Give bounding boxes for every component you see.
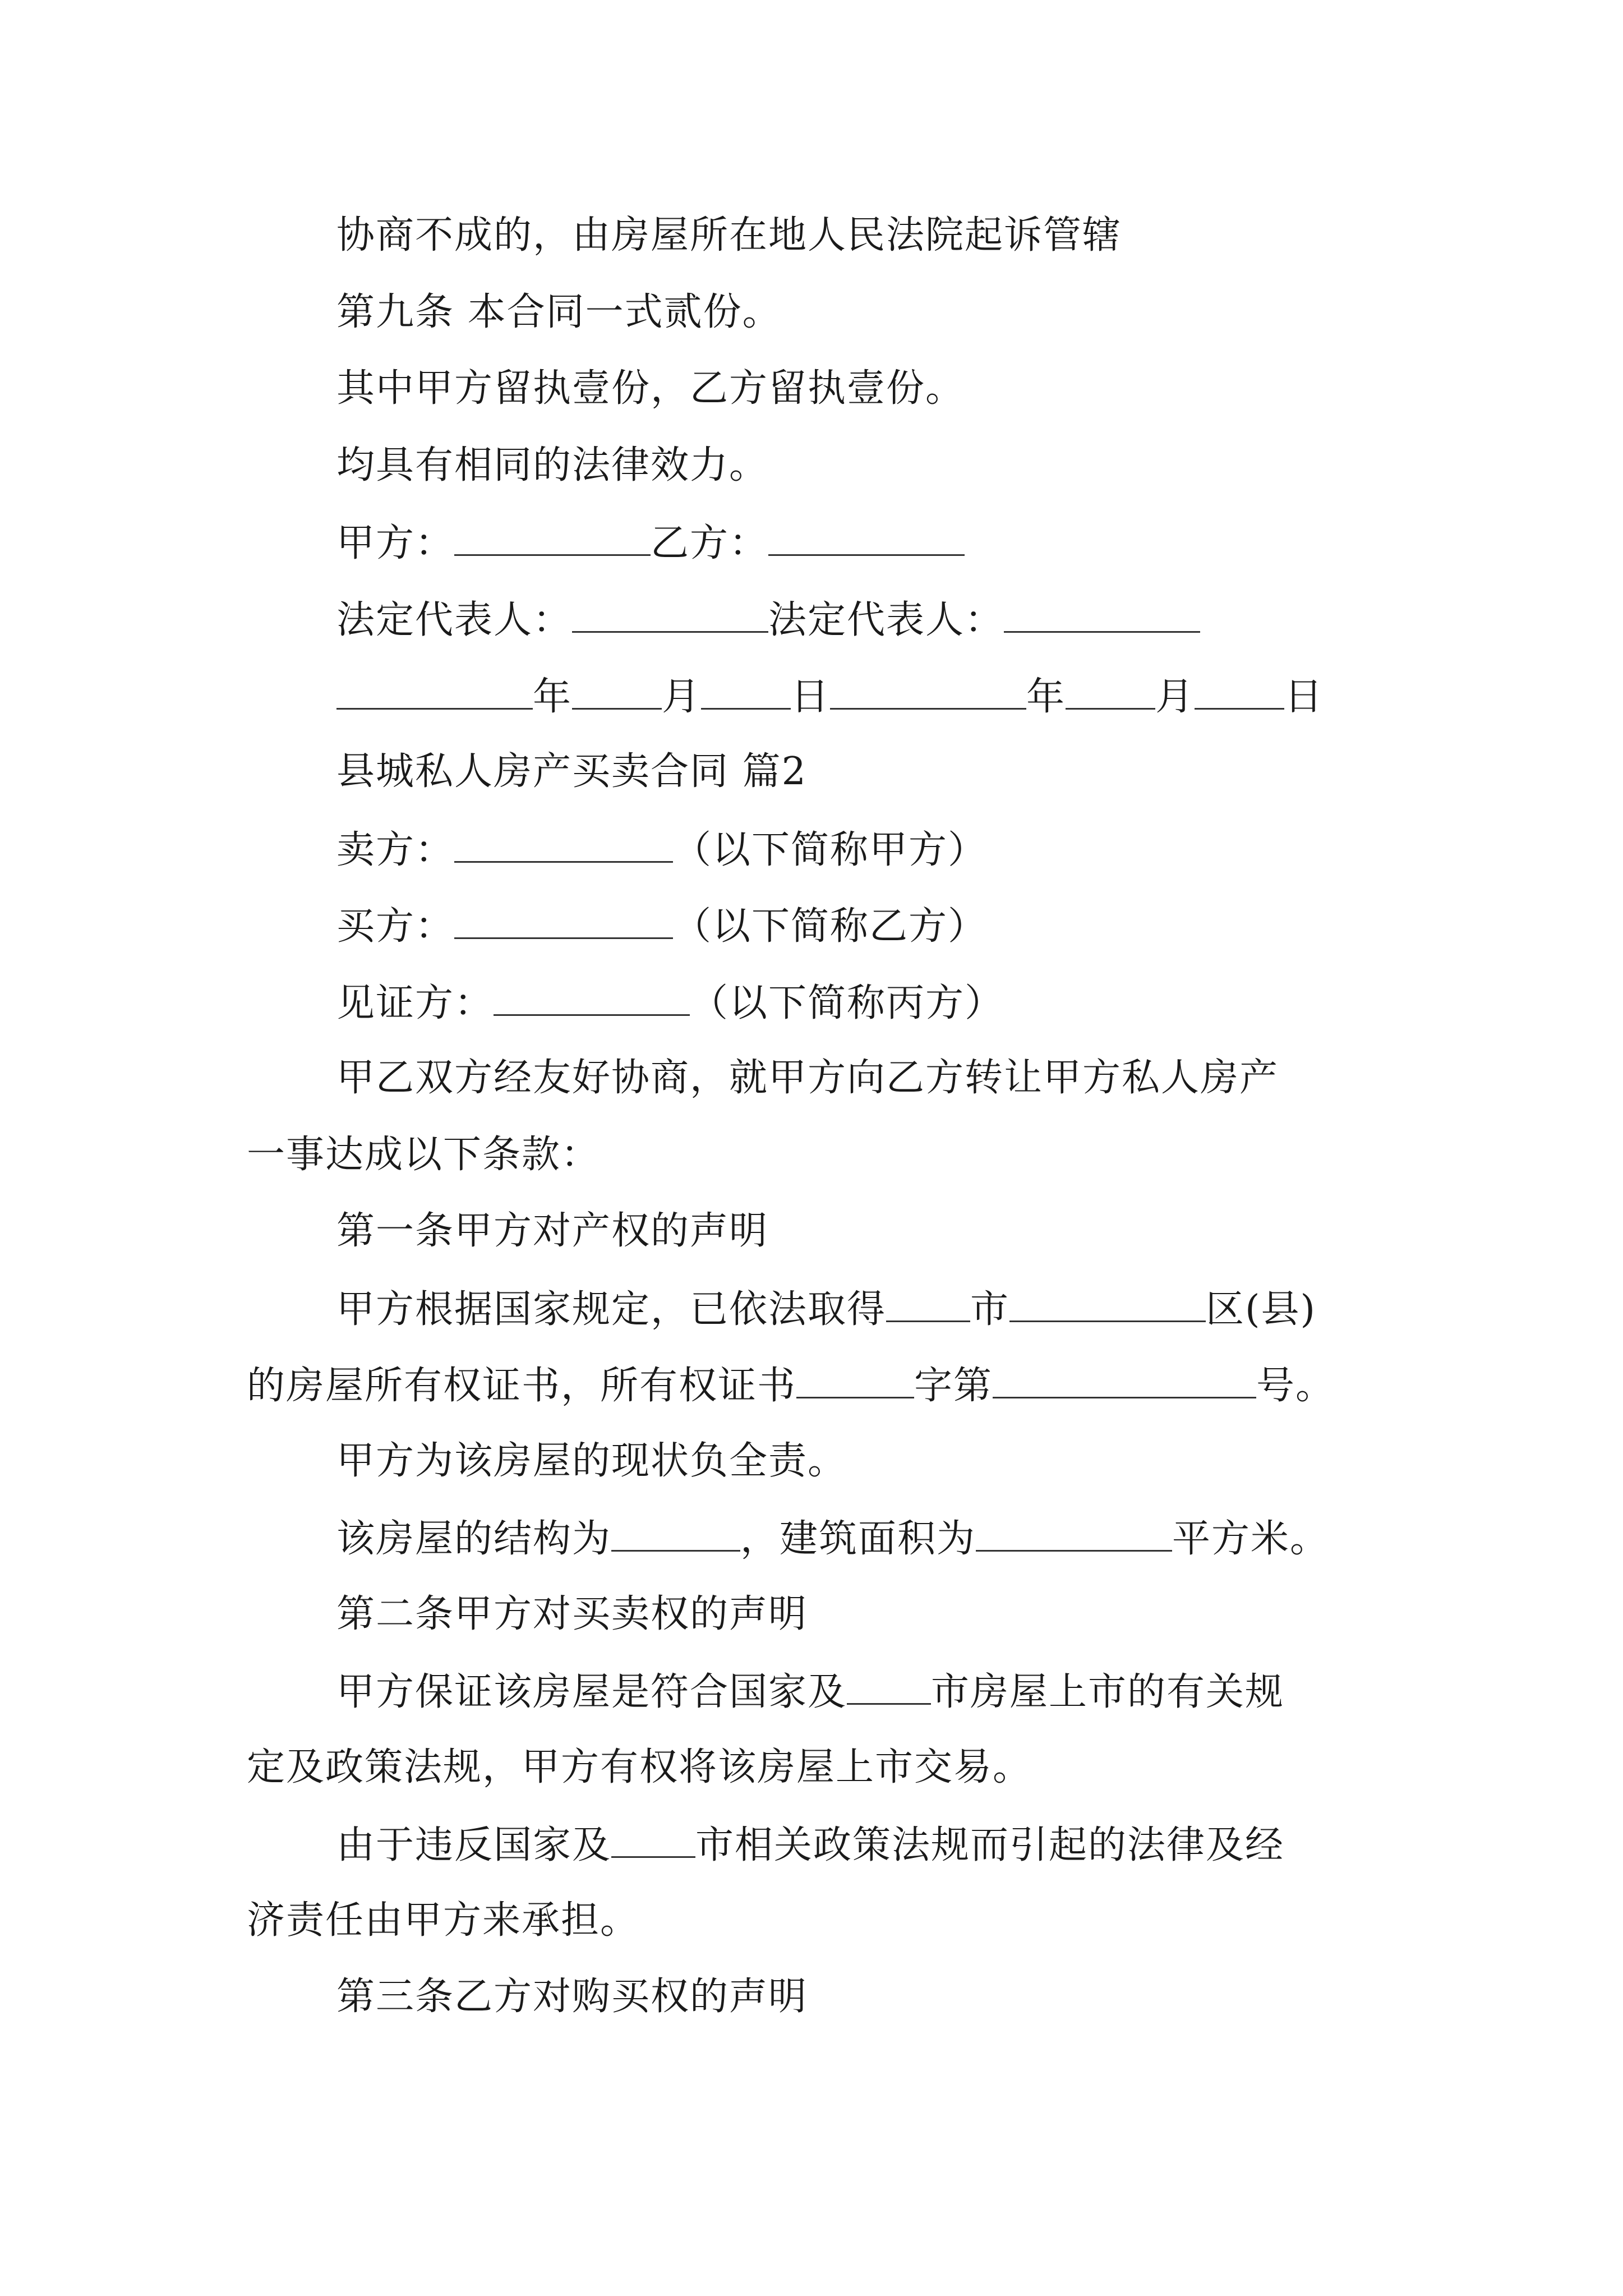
text-fragment: 号。 bbox=[1256, 1364, 1335, 1408]
area-blank bbox=[976, 1515, 1172, 1552]
text-fragment: 甲方保证该房屋是符合国家及 bbox=[336, 1670, 847, 1714]
text-fragment: 市 bbox=[970, 1287, 1010, 1332]
month-label: 月 bbox=[662, 675, 702, 719]
section-title: 县城私人房产买卖合同 篇2 bbox=[336, 749, 807, 794]
text-fragment: 的房屋所有权证书，所有权证书 bbox=[247, 1364, 797, 1408]
text-fragment: 由于违反国家及 bbox=[336, 1823, 612, 1867]
buyer-note: （以下简称乙方） bbox=[673, 904, 988, 949]
witness-note: （以下简称丙方） bbox=[690, 981, 1004, 1025]
clause1-line4 bbox=[336, 1515, 1329, 1560]
day-b-blank bbox=[1195, 673, 1284, 710]
text-line: 甲方为该房屋的现状负全责。 bbox=[336, 1439, 847, 1483]
text-fragment: 市房屋上市的有关规 bbox=[931, 1670, 1285, 1714]
day-label: 日 bbox=[1284, 675, 1324, 719]
witness-label: 见证方： bbox=[336, 981, 494, 1025]
month-label: 月 bbox=[1155, 675, 1195, 719]
text-fragment: 字第 bbox=[914, 1364, 993, 1408]
text-fragment: 甲方根据国家规定，已依法取得 bbox=[336, 1287, 887, 1332]
party-a-blank bbox=[454, 519, 651, 556]
text-line: 定及政策法规，甲方有权将该房屋上市交易。 bbox=[247, 1745, 1032, 1789]
text-line: 济责任由甲方来承担。 bbox=[247, 1898, 640, 1943]
text-fragment: 该房屋的结构为 bbox=[336, 1517, 612, 1561]
article-1-heading: 第一条甲方对产权的声明 bbox=[336, 1209, 769, 1253]
clause1-line2 bbox=[247, 1362, 1335, 1407]
buyer-line bbox=[336, 903, 987, 947]
buyer-blank bbox=[454, 903, 673, 939]
text-fragment: 平方米。 bbox=[1172, 1517, 1330, 1561]
city-blank bbox=[886, 1286, 970, 1322]
text-line: 一事达成以下条款： bbox=[247, 1133, 601, 1177]
cert-number-blank bbox=[993, 1362, 1256, 1398]
year-label: 年 bbox=[1026, 675, 1066, 719]
article-2-heading: 第二条甲方对买卖权的声明 bbox=[336, 1592, 808, 1636]
signature-rep-line bbox=[336, 596, 1200, 641]
witness-blank bbox=[494, 979, 690, 1016]
district-blank bbox=[1009, 1286, 1206, 1322]
text-line: 其中甲方留执壹份，乙方留执壹份。 bbox=[336, 366, 965, 411]
cert-word-blank bbox=[796, 1362, 914, 1398]
year-label: 年 bbox=[533, 675, 573, 719]
clause1-line1 bbox=[336, 1286, 1316, 1331]
city-blank bbox=[611, 1821, 695, 1858]
party-a-label: 甲方： bbox=[336, 521, 455, 565]
day-label: 日 bbox=[791, 675, 831, 719]
signature-date-line bbox=[336, 673, 1324, 718]
clause2-line3 bbox=[336, 1821, 1284, 1866]
text-line: 甲乙双方经友好协商，就甲方向乙方转让甲方私人房产 bbox=[336, 1056, 1279, 1100]
rep-b-label: 法定代表人： bbox=[768, 598, 1004, 642]
text-fragment: ，建筑面积为 bbox=[740, 1517, 976, 1561]
article-9-heading: 第九条 本合同一式贰份。 bbox=[336, 290, 782, 334]
structure-blank bbox=[611, 1515, 740, 1552]
city-blank bbox=[847, 1668, 931, 1705]
rep-b-blank bbox=[1004, 596, 1200, 633]
year-b-blank bbox=[830, 673, 1026, 710]
month-b-blank bbox=[1066, 673, 1155, 710]
seller-line bbox=[336, 826, 987, 871]
text-line: 协商不成的，由房屋所在地人民法院起诉管辖 bbox=[336, 213, 1122, 257]
seller-label: 卖方： bbox=[336, 828, 455, 872]
year-a-blank bbox=[336, 673, 533, 710]
buyer-label: 买方： bbox=[336, 904, 455, 949]
text-fragment: 市相关政策法规而引起的法律及经 bbox=[695, 1823, 1285, 1867]
signature-party-line bbox=[336, 519, 965, 564]
month-a-blank bbox=[572, 673, 662, 710]
seller-blank bbox=[454, 826, 673, 863]
party-b-label: 乙方： bbox=[651, 521, 769, 565]
day-a-blank bbox=[701, 673, 791, 710]
rep-a-blank bbox=[572, 596, 768, 633]
text-fragment: 区(县) bbox=[1206, 1287, 1317, 1332]
party-b-blank bbox=[768, 519, 965, 556]
rep-a-label: 法定代表人： bbox=[336, 598, 573, 642]
seller-note: （以下简称甲方） bbox=[673, 828, 988, 872]
clause2-line1 bbox=[336, 1668, 1284, 1713]
article-3-heading: 第三条乙方对购买权的声明 bbox=[336, 1975, 808, 2019]
text-line: 均具有相同的法律效力。 bbox=[336, 443, 769, 487]
witness-line bbox=[336, 979, 1004, 1024]
